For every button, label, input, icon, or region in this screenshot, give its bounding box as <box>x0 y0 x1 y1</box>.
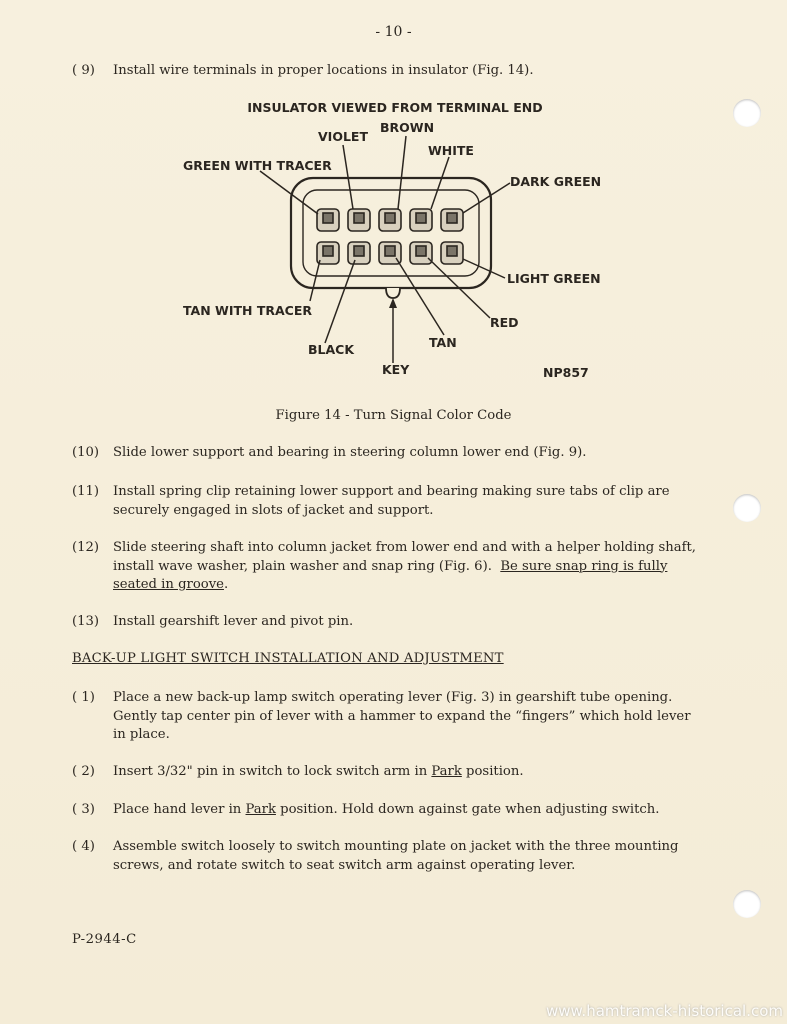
binder-hole <box>733 99 761 127</box>
step-text: Insert 3/32" pin in switch to lock switch arm in <box>113 764 432 779</box>
step-text: Install wire terminals in proper locations in insulator (Fig. 14). <box>113 63 534 78</box>
document-id: P-2944-C <box>72 932 137 947</box>
figure-caption: Figure 14 - Turn Signal Color Code <box>275 408 512 423</box>
step-text: Slide steering shaft into column jacket from lower end and with a helper holding shaft, install wave washer, plain washer and snap ring (Fig. 6). <box>113 540 696 574</box>
step-text-block <box>113 539 702 595</box>
step-13 <box>72 613 702 632</box>
step-text: Install spring clip retaining lower support and bearing making sure tabs of clip are securely engaged in slots of jacket and support. <box>113 484 670 518</box>
emphasis-park: Park <box>245 802 276 817</box>
step-text-block <box>113 763 702 782</box>
backup-step-1 <box>72 689 702 745</box>
step-number: (13) <box>72 614 100 629</box>
emphasis-park: Park <box>431 764 462 779</box>
label-tan-with-tracer: TAN WITH TRACER <box>183 303 312 318</box>
emphasis-note: Be sure snap ring is fully seated in groove <box>113 558 668 592</box>
label-white: WHITE <box>428 143 474 158</box>
step-10 <box>72 444 702 463</box>
insulator-body <box>291 178 491 298</box>
binder-hole <box>733 494 761 522</box>
label-red: RED <box>490 315 519 330</box>
step-number: ( 2) <box>72 764 95 779</box>
backup-step-3 <box>72 801 702 820</box>
binder-hole <box>733 890 761 918</box>
figure-title: INSULATOR VIEWED FROM TERMINAL END <box>247 100 543 115</box>
label-brown: BROWN <box>380 120 435 135</box>
step-number: (11) <box>72 484 100 499</box>
step-number: ( 1) <box>72 690 95 705</box>
step-text: Place a new back-up lamp switch operating lever (Fig. 3) in gearshift tube opening. Gently tap center pin of lever with a hammer to expand the “fingers” which hold lever in place. <box>113 690 691 742</box>
step-text: Install gearshift lever and pivot pin. <box>113 614 354 629</box>
label-light-green: LIGHT GREEN <box>507 271 601 286</box>
step-12 <box>72 539 702 595</box>
terminal-row-bottom <box>317 242 463 264</box>
terminal-row-top <box>317 209 463 231</box>
step-number: (10) <box>72 445 100 460</box>
step-number: (12) <box>72 540 100 555</box>
label-dark-green: DARK GREEN <box>510 174 602 189</box>
step-number: ( 9) <box>72 63 95 78</box>
key-arrow-icon <box>389 298 397 308</box>
figure-code: NP857 <box>543 365 589 380</box>
step-text: Place hand lever in <box>113 802 246 817</box>
insulator-diagram <box>160 95 620 385</box>
label-violet: VIOLET <box>318 129 368 144</box>
watermark: www.hamtramck-historical.com <box>546 1002 783 1020</box>
step-9 <box>72 62 702 81</box>
label-tan: TAN <box>429 335 457 350</box>
step-number: ( 4) <box>72 839 95 854</box>
step-text: Slide lower support and bearing in steering column lower end (Fig. 9). <box>113 445 587 460</box>
page-number: - 10 - <box>375 24 412 40</box>
label-black: BLACK <box>308 342 355 357</box>
label-green-with-tracer: GREEN WITH TRACER <box>183 158 332 173</box>
step-text-tail: position. Hold down against gate when adjusting switch. <box>275 802 660 817</box>
step-text: Assemble switch loosely to switch mounting plate on jacket with the three mounting screws, and rotate switch to seat switch arm against operating lever. <box>113 839 679 873</box>
backup-step-2 <box>72 763 702 782</box>
step-number: ( 3) <box>72 802 95 817</box>
label-key: KEY <box>382 362 410 377</box>
step-11 <box>72 483 702 520</box>
step-text-block <box>113 801 702 820</box>
step-text-tail: . <box>223 577 229 592</box>
section-heading: BACK-UP LIGHT SWITCH INSTALLATION AND ADJUSTMENT <box>72 651 504 666</box>
step-text-tail: position. <box>461 764 524 779</box>
backup-step-4 <box>72 838 702 875</box>
